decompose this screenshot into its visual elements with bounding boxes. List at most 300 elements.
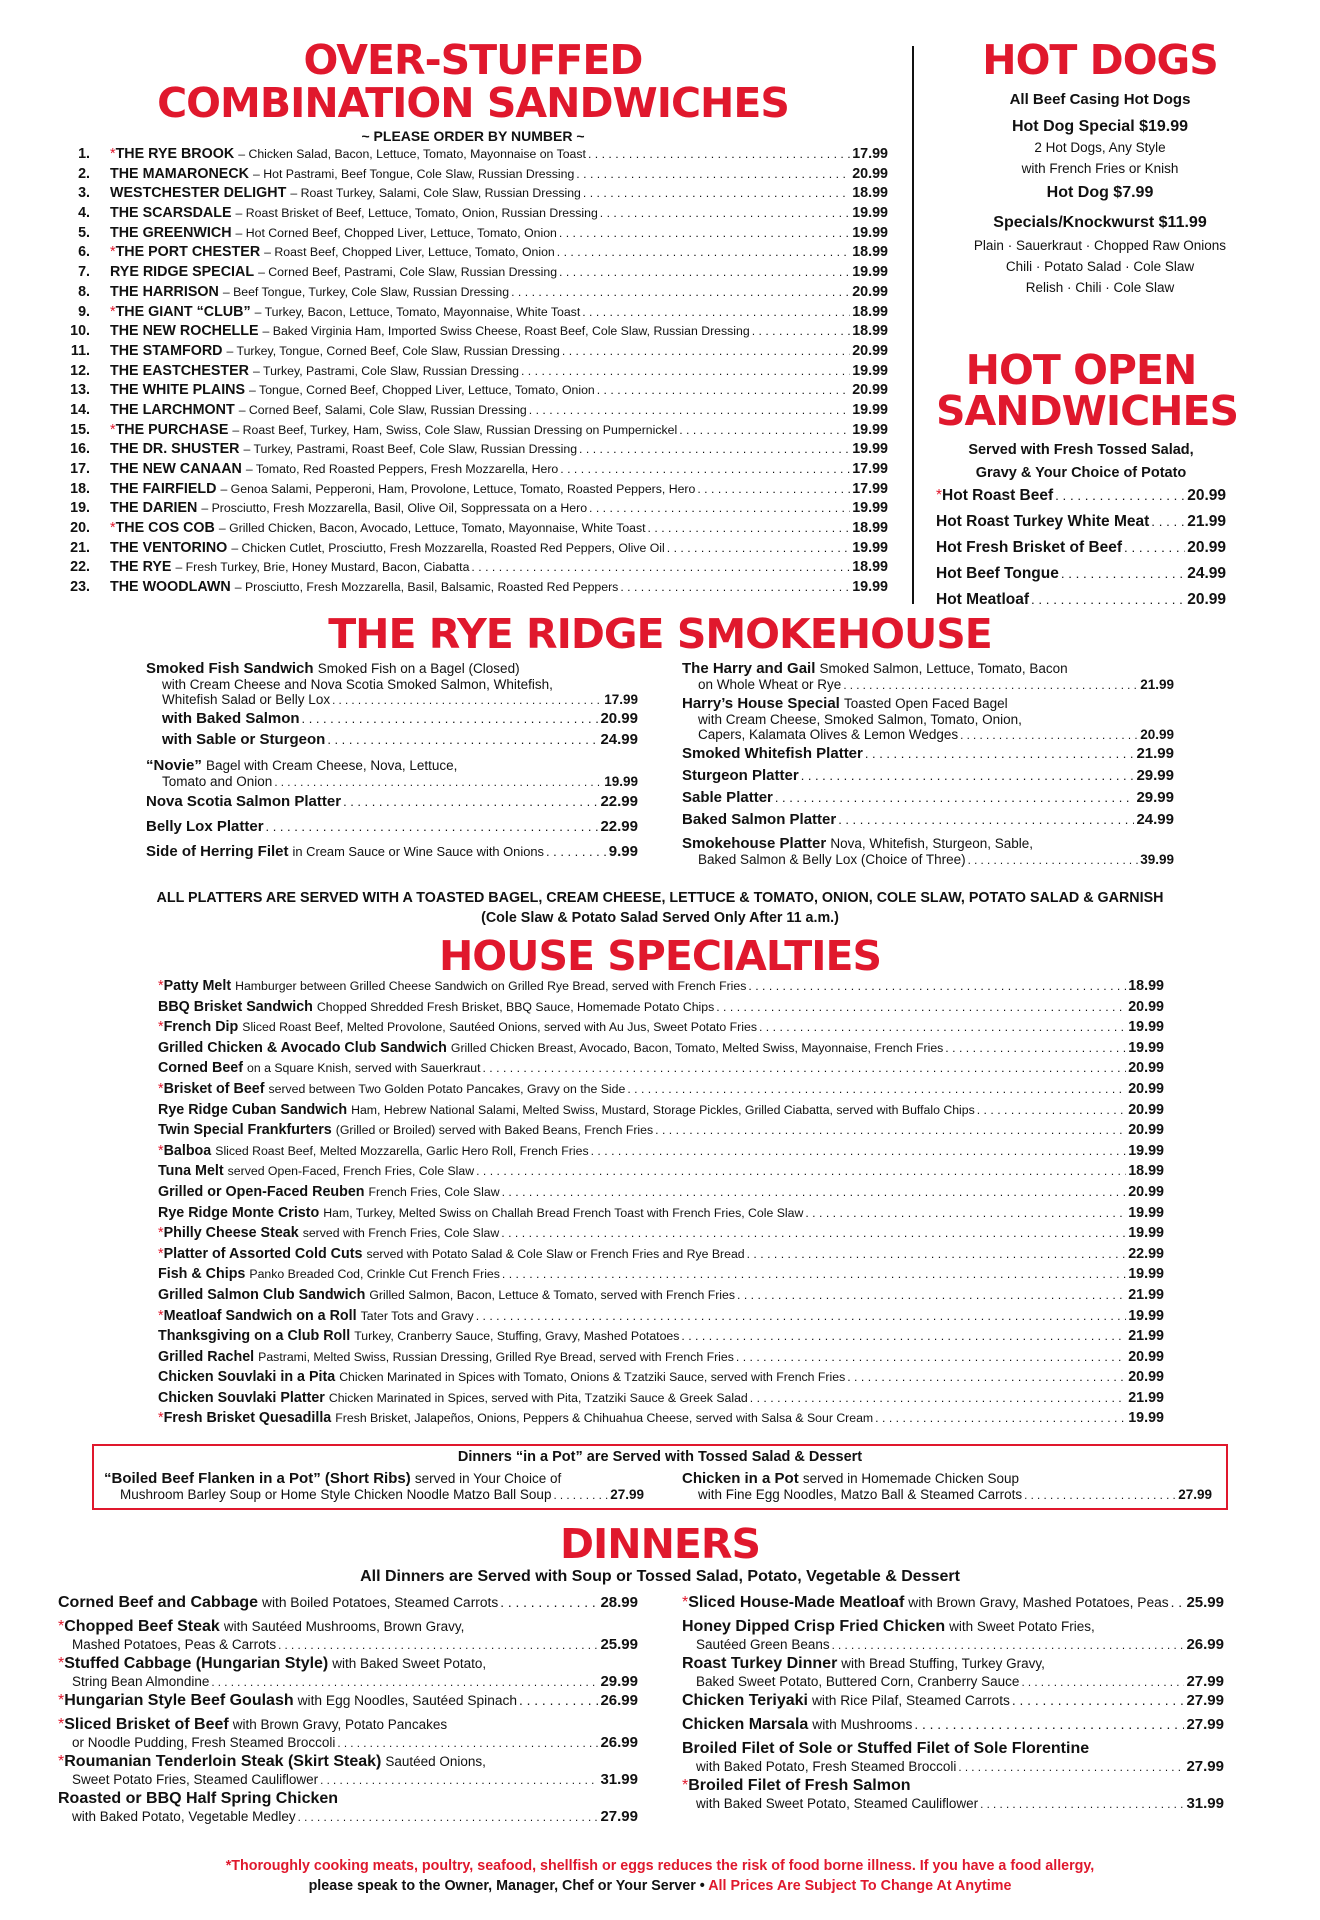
- sandwich-desc: – Beef Tongue, Turkey, Cole Slaw, Russian Dressing: [222, 284, 510, 299]
- dinner-item: [58, 1753, 638, 1788]
- specialty-price: 19.99: [1128, 1410, 1164, 1427]
- dinner-detail: Mashed Potatoes, Peas & Carrots: [72, 1637, 277, 1652]
- specialty-row: [158, 1122, 1164, 1143]
- hot-open-subtitle1: Served with Fresh Tossed Salad,: [968, 442, 1194, 458]
- dot-leader: [559, 226, 850, 240]
- dinner-second-line: [58, 1734, 638, 1751]
- dinner-item: [58, 1716, 638, 1751]
- specialty-name: Balboa: [163, 1142, 212, 1159]
- smokehouse-platter-desc: Nova, Whitefish, Sturgeon, Sable,: [830, 836, 1033, 851]
- specialty-star: *: [158, 1080, 164, 1097]
- hotdog-specials-knockwurst: Specials/Knockwurst $11.99: [993, 214, 1207, 231]
- sandwich-price: 17.99: [852, 480, 888, 497]
- dot-leader: [320, 1774, 598, 1787]
- hot-open-title-line1: HOT OPEN: [965, 346, 1197, 394]
- dinner-desc: with Boiled Potatoes, Steamed Carrots: [262, 1595, 499, 1610]
- baked-salmon-platter: Baked Salmon Platter: [682, 811, 837, 828]
- harry-desc: Smoked Salmon, Lettuce, Tomato, Bacon: [819, 661, 1068, 676]
- dot-leader: [471, 560, 850, 574]
- specialty-desc: served with French Fries, Cole Slaw: [302, 1226, 500, 1241]
- sandwich-price: 18.99: [852, 185, 888, 202]
- dinner-name: Hungarian Style Beef Goulash: [64, 1692, 294, 1709]
- specialties-list: [158, 978, 1164, 1431]
- chicken-pot-price: 27.99: [1178, 1487, 1212, 1502]
- house-special-price: 20.99: [1140, 727, 1174, 742]
- specialty-desc: Panko Breaded Cod, Crinkle Cut French Fries: [249, 1267, 500, 1282]
- hotdogs-section: [930, 36, 1270, 295]
- sandwich-number: 13.: [70, 382, 90, 399]
- specialty-desc: French Fries, Cole Slaw: [368, 1184, 500, 1199]
- specialty-price: 18.99: [1128, 978, 1164, 994]
- specialty-desc: Hamburger between Grilled Cheese Sandwich on Grilled Rye Bread, served with French Fries: [235, 979, 747, 993]
- dot-leader: [1151, 514, 1185, 529]
- specialty-row: [158, 1019, 1164, 1040]
- sandwich-desc: – Turkey, Bacon, Lettuce, Tomato, Mayonnaise, White Toast: [254, 304, 581, 319]
- sandwich-row: [58, 441, 888, 461]
- novie-name: “Novie”: [146, 757, 202, 774]
- dot-leader: [748, 979, 1126, 993]
- specialty-price: 20.99: [1128, 1369, 1164, 1386]
- sandwich-row: [58, 284, 888, 304]
- specialty-desc: (Grilled or Broiled) served with Baked Beans, French Fries: [335, 1123, 654, 1138]
- sandwich-star: *: [110, 146, 116, 162]
- chicken-pot-line2: with Fine Egg Noodles, Matzo Ball & Steamed Carrots: [698, 1487, 1023, 1502]
- sandwich-row: [58, 205, 888, 225]
- dinner-price: 25.99: [600, 1636, 638, 1653]
- sandwich-number: 11.: [70, 342, 90, 359]
- flanken-name: “Boiled Beef Flanken in a Pot” (Short Ribs): [104, 1470, 411, 1487]
- dot-leader: [502, 1267, 1126, 1281]
- specialty-row: [158, 1287, 1164, 1308]
- platters-note: ALL PLATTERS ARE SERVED WITH A TOASTED BAGEL, CREAM CHEESE, LETTUCE & TOMATO, ONION, COLE SLAW, POTATO SALAD & GARNISH: [156, 890, 1164, 906]
- in-a-pot-heading: Dinners “in a Pot” are Served with Tossed Salad & Dessert: [457, 1449, 863, 1465]
- novie-line2: Tomato and Onion: [162, 774, 273, 789]
- dot-leader: [1031, 592, 1185, 607]
- dinner-item: [682, 1594, 1224, 1612]
- sandwich-row: [58, 559, 888, 579]
- dot-leader: [980, 1798, 1184, 1811]
- specialty-name: Fresh Brisket Quesadilla: [163, 1410, 332, 1427]
- dot-leader: [681, 1329, 1126, 1343]
- dinner-price: 26.99: [600, 1692, 638, 1709]
- dinner-desc: with Egg Noodles, Sautéed Spinach: [297, 1693, 518, 1708]
- house-special-line2: with Cream Cheese, Smoked Salmon, Tomato, Onion,: [698, 712, 1022, 727]
- smokehouse-title: THE RYE RIDGE SMOKEHOUSE: [328, 610, 992, 658]
- specialty-name: Grilled or Open-Faced Reuben: [158, 1183, 365, 1200]
- sandwich-desc: – Tongue, Corned Beef, Chopped Liver, Lettuce, Tomato, Onion: [249, 383, 595, 398]
- sandwich-number: 3.: [78, 185, 90, 202]
- dinner-name: Roasted or BBQ Half Spring Chicken: [58, 1790, 339, 1807]
- sturgeon-platter-price: 29.99: [1136, 767, 1174, 784]
- harry-line2: on Whole Wheat or Rye: [698, 677, 842, 692]
- sandwich-price: 19.99: [852, 421, 888, 438]
- sable-platter-price: 29.99: [1136, 789, 1174, 806]
- specialty-desc: Ham, Hebrew National Salami, Melted Swiss, Mustard, Storage Pickles, Grilled Ciabatta, served with Buffalo Chips: [351, 1102, 975, 1117]
- dinner-first-line: [682, 1740, 1224, 1758]
- specialty-name: Patty Melt: [163, 978, 232, 994]
- dot-leader: [582, 305, 850, 319]
- smokehouse-platter-name: Smokehouse Platter: [682, 835, 827, 852]
- sandwich-row: [58, 343, 888, 363]
- sandwich-name: THE MAMARONECK: [110, 165, 249, 182]
- sandwich-row: [58, 461, 888, 481]
- dinner-first-line: [58, 1790, 638, 1808]
- sandwich-number: 2.: [78, 165, 90, 182]
- dinners-subtitle: All Dinners are Served with Soup or Tossed Salad, Potato, Vegetable & Dessert: [360, 1568, 960, 1585]
- sandwich-number: 22.: [70, 559, 90, 576]
- specialty-price: 19.99: [1128, 1019, 1164, 1036]
- dinner-detail: with Baked Sweet Potato, Steamed Cauliflower: [696, 1796, 979, 1811]
- hot-open-section: [936, 346, 1239, 617]
- dot-leader: [716, 1000, 1126, 1014]
- sandwich-price: 19.99: [852, 500, 888, 517]
- sandwich-price: 18.99: [852, 323, 888, 340]
- sandwich-price: 19.99: [852, 441, 888, 458]
- smoked-fish-desc: Smoked Fish on a Bagel (Closed): [317, 661, 520, 676]
- dinner-name: Roast Turkey Dinner: [682, 1655, 838, 1672]
- dinner-detail: with Baked Potato, Vegetable Medley: [72, 1809, 296, 1824]
- dot-leader: [679, 423, 850, 437]
- dot-leader: [620, 580, 850, 594]
- hot-open-name: Hot Meatloaf: [936, 591, 1029, 608]
- dinner-name: Sliced Brisket of Beef: [64, 1716, 229, 1733]
- sandwich-name: THE DARIEN: [110, 500, 198, 517]
- sandwich-price: 17.99: [852, 146, 888, 162]
- footer-allergy-text: *Thoroughly cooking meats, poultry, seafood, shellfish or eggs reduces the risk of food borne illness. If you have a food allergy,: [225, 1858, 1095, 1874]
- specialty-price: 18.99: [1128, 1163, 1164, 1180]
- sandwich-price: 19.99: [852, 224, 888, 241]
- dinner-item: [58, 1594, 638, 1612]
- sandwich-number: 6.: [78, 244, 90, 261]
- sandwich-price: 19.99: [852, 362, 888, 379]
- harry-and-gail: [682, 660, 1174, 692]
- dot-leader: [1012, 1693, 1185, 1708]
- specialty-desc: Sliced Roast Beef, Melted Provolone, Sautéed Onions, served with Au Jus, Sweet Potato Fries: [242, 1020, 757, 1035]
- dinner-desc: Sautéed Onions,: [385, 1754, 486, 1769]
- dinner-name: Chicken Marsala: [682, 1716, 809, 1733]
- nova-platter-price: 22.99: [600, 793, 638, 810]
- sandwich-name: THE NEW CANAAN: [110, 461, 242, 477]
- dinner-single-line: [58, 1692, 638, 1710]
- dot-leader: [583, 186, 850, 200]
- dinner-second-line: [682, 1673, 1224, 1690]
- dinner-star: *: [58, 1618, 65, 1635]
- specialty-row: [158, 1369, 1164, 1390]
- dot-leader: [589, 501, 850, 515]
- dinner-first-line: [58, 1655, 638, 1673]
- dot-leader: [588, 147, 850, 161]
- flanken-in-a-pot: [104, 1470, 644, 1502]
- specialty-desc: on a Square Knish, served with Sauerkraut: [247, 1061, 481, 1076]
- sandwich-price: 18.99: [852, 244, 888, 261]
- specialty-desc: Grilled Chicken Breast, Avocado, Bacon, Tomato, Melted Swiss, Mayonnaise, French Fries: [450, 1040, 944, 1055]
- sandwich-number: 7.: [78, 264, 90, 281]
- specialty-row: [158, 1081, 1164, 1102]
- dot-leader: [750, 1391, 1126, 1405]
- smoked-fish-name: Smoked Fish Sandwich: [146, 660, 314, 677]
- specialty-row: [158, 1205, 1164, 1226]
- novie: [146, 757, 638, 789]
- footer-price-note: All Prices Are Subject To Change At Anytime: [708, 1878, 1012, 1894]
- specialty-star: *: [158, 1410, 164, 1427]
- sandwich-row: [58, 540, 888, 560]
- specialty-name: Brisket of Beef: [163, 1080, 265, 1097]
- sandwich-name: THE GIANT “CLUB”: [115, 303, 251, 320]
- dinner-desc: with Sweet Potato Fries,: [949, 1619, 1095, 1634]
- sable-option: with Sable or Sturgeon: [162, 731, 326, 748]
- specialty-name: Thanksgiving on a Club Roll: [158, 1328, 351, 1345]
- dinner-second-line: [682, 1795, 1224, 1812]
- dinner-single-line: [682, 1716, 1224, 1734]
- sandwich-price: 18.99: [852, 559, 888, 576]
- dinner-desc: with Brown Gravy, Mashed Potatoes, Peas: [908, 1595, 1169, 1610]
- sandwich-row: [58, 402, 888, 422]
- flanken-desc: served in Your Choice of: [414, 1471, 562, 1486]
- sandwich-desc: – Turkey, Pastrami, Roast Beef, Cole Slaw, Russian Dressing: [243, 442, 578, 457]
- sandwich-desc: – Corned Beef, Pastrami, Cole Slaw, Russian Dressing: [258, 265, 558, 280]
- hot-open-subtitle2: Gravy & Your Choice of Potato: [975, 465, 1187, 481]
- specialty-row: [158, 1328, 1164, 1349]
- dot-leader: [502, 1185, 1127, 1199]
- dot-leader: [562, 344, 850, 358]
- sandwich-row: [58, 579, 888, 599]
- hotdogs-title: HOT DOGS: [982, 36, 1218, 84]
- dinner-name: Chicken Teriyaki: [682, 1692, 808, 1709]
- harry-name: The Harry and Gail: [682, 660, 816, 677]
- dinner-item: [58, 1790, 638, 1825]
- dinner-name: Broiled Filet of Fresh Salmon: [688, 1777, 911, 1794]
- dinner-price: 26.99: [1186, 1636, 1224, 1653]
- novie-desc: Bagel with Cream Cheese, Nova, Lettuce,: [206, 758, 458, 773]
- hot-open-row: [936, 539, 1226, 565]
- sandwich-name: THE COS COB: [115, 520, 215, 537]
- sandwich-price: 18.99: [852, 520, 888, 537]
- smokehouse-platter-line2: Baked Salmon & Belly Lox (Choice of Three): [698, 852, 966, 867]
- sandwich-price: 20.99: [852, 283, 888, 300]
- dinner-name: Broiled Filet of Sole or Stuffed Filet of Sole Florentine: [682, 1740, 1090, 1757]
- sandwiches-title-line1: OVER-STUFFED: [303, 36, 643, 84]
- dinner-name: Corned Beef and Cabbage: [58, 1594, 259, 1611]
- sandwich-number: 16.: [70, 441, 90, 458]
- sandwich-number: 9.: [78, 303, 90, 320]
- specialty-star: *: [158, 1307, 164, 1324]
- specialty-price: 20.99: [1128, 1122, 1164, 1139]
- specialty-name: BBQ Brisket Sandwich: [158, 998, 313, 1015]
- specialty-name: Meatloaf Sandwich on a Roll: [163, 1307, 357, 1324]
- dot-leader: [597, 383, 850, 397]
- specialty-price: 19.99: [1128, 1266, 1164, 1283]
- specialty-price: 21.99: [1128, 1328, 1164, 1345]
- dinner-star: *: [682, 1777, 689, 1794]
- hot-open-list: [936, 487, 1226, 617]
- sandwich-name: THE HARRISON: [110, 283, 219, 300]
- dot-leader: [559, 265, 850, 279]
- specialty-name: Grilled Salmon Club Sandwich: [158, 1286, 366, 1303]
- harry-price: 21.99: [1140, 677, 1174, 692]
- specialty-price: 19.99: [1128, 1142, 1164, 1159]
- flanken-line2: Mushroom Barley Soup or Home Style Chicken Noodle Matzo Ball Soup: [120, 1487, 552, 1502]
- hotdog-toppings-3: Relish · Chili · Cole Slaw: [1025, 280, 1175, 295]
- whitefish-platter: Smoked Whitefish Platter: [682, 745, 863, 762]
- dot-leader: [697, 482, 850, 496]
- herring-filet-price: 9.99: [608, 843, 638, 860]
- specialty-row: [158, 1390, 1164, 1411]
- dinner-star: *: [58, 1692, 65, 1709]
- dinner-desc: with Bread Stuffing, Turkey Gravy,: [841, 1656, 1045, 1671]
- sandwich-price: 19.99: [852, 539, 888, 556]
- dinner-detail: with Baked Potato, Fresh Steamed Broccoli: [696, 1759, 957, 1774]
- dinner-name: Sliced House-Made Meatloaf: [688, 1594, 905, 1611]
- footer-allergy-note: [0, 1858, 1320, 1874]
- specialty-row: [158, 1266, 1164, 1287]
- sandwich-desc: – Genoa Salami, Pepperoni, Ham, Provolone, Lettuce, Tomato, Roasted Peppers, Hero: [220, 481, 696, 496]
- sandwich-row: [58, 146, 888, 166]
- dot-leader: [476, 1309, 1127, 1323]
- flanken-price: 27.99: [610, 1487, 644, 1502]
- sandwich-desc: – Hot Pastrami, Beef Tongue, Cole Slaw, Russian Dressing: [253, 166, 575, 181]
- specialty-row: [158, 1163, 1164, 1184]
- specialty-price: 20.99: [1128, 1183, 1164, 1200]
- dot-leader: [667, 541, 850, 555]
- specialty-desc: served Open-Faced, French Fries, Cole Slaw: [227, 1164, 475, 1179]
- specialty-desc: Chicken Marinated in Spices with Tomato, Onions & Tzatziki Sauce, served with French Fries: [339, 1370, 846, 1385]
- specialty-row: [158, 1349, 1164, 1370]
- specialty-price: 20.99: [1128, 1080, 1164, 1097]
- dinner-price: 29.99: [600, 1673, 638, 1690]
- specialty-row: [158, 1102, 1164, 1123]
- smoked-fish-price: 17.99: [604, 692, 638, 707]
- belly-lox-platter-price: 22.99: [600, 818, 638, 835]
- dot-leader: [476, 1164, 1126, 1178]
- dinner-star: *: [58, 1655, 65, 1672]
- sandwich-row: [58, 225, 888, 245]
- sandwich-row: [58, 185, 888, 205]
- dinner-star: *: [58, 1753, 65, 1770]
- hot-open-price: 21.99: [1187, 513, 1226, 530]
- dot-leader: [529, 403, 850, 417]
- sandwich-row: [58, 244, 888, 264]
- sandwich-number: 21.: [70, 539, 90, 556]
- specialty-price: 21.99: [1128, 1389, 1164, 1406]
- sandwich-price: 20.99: [852, 165, 888, 182]
- dinner-name: Honey Dipped Crisp Fried Chicken: [682, 1618, 946, 1635]
- sandwich-name: THE PURCHASE: [115, 421, 229, 438]
- sandwich-name: THE STAMFORD: [110, 342, 223, 359]
- sandwich-desc: – Roast Beef, Turkey, Ham, Swiss, Cole Slaw, Russian Dressing on Pumpernickel: [232, 422, 678, 437]
- specialty-price: 20.99: [1128, 1060, 1164, 1077]
- sandwich-desc: – Grilled Chicken, Bacon, Avocado, Lettuce, Tomato, Mayonnaise, White Toast: [218, 521, 646, 536]
- smokehouse-platter: [682, 835, 1174, 867]
- baked-salmon-option-price: 20.99: [600, 710, 638, 727]
- sandwich-desc: – Tomato, Red Roasted Peppers, Fresh Mozzarella, Hero: [245, 462, 559, 476]
- dot-leader: [655, 1123, 1126, 1137]
- sandwich-desc: – Roast Turkey, Salami, Cole Slaw, Russian Dressing: [290, 186, 581, 201]
- dot-leader: [747, 1247, 1127, 1261]
- sandwich-price: 20.99: [852, 342, 888, 359]
- dot-leader: [805, 1206, 1126, 1220]
- dot-leader: [627, 1082, 1126, 1096]
- dinner-name: Roumanian Tenderloin Steak (Skirt Steak): [64, 1753, 382, 1770]
- hot-open-name: Hot Roast Beef: [942, 487, 1054, 504]
- dinner-second-line: [682, 1636, 1224, 1653]
- specialty-star: *: [158, 1225, 164, 1242]
- sandwich-desc: – Prosciutto, Fresh Mozzarella, Basil, Olive Oil, Soppressata on a Hero: [201, 501, 588, 516]
- specialty-row: [158, 978, 1164, 999]
- specialty-price: 21.99: [1128, 1286, 1164, 1303]
- specialty-price: 20.99: [1128, 1101, 1164, 1118]
- sandwich-row: [58, 323, 888, 343]
- dinner-item: [58, 1692, 638, 1710]
- hotdog-toppings-1: Plain · Sauerkraut · Chopped Raw Onions: [973, 238, 1227, 253]
- specialty-row: [158, 999, 1164, 1020]
- dinner-desc: with Brown Gravy, Potato Pancakes: [232, 1717, 448, 1732]
- specialty-price: 22.99: [1128, 1245, 1164, 1262]
- sandwiches-subtitle: ~ PLEASE ORDER BY NUMBER ~: [361, 128, 585, 144]
- dinner-detail: String Bean Almondine: [72, 1674, 210, 1689]
- sandwich-price: 19.99: [852, 264, 888, 281]
- specialty-desc: Grilled Salmon, Bacon, Lettuce & Tomato, served with French Fries: [369, 1287, 735, 1302]
- dot-leader: [521, 364, 850, 378]
- sandwich-desc: – Chicken Cutlet, Prosciutto, Fresh Mozzarella, Roasted Red Peppers, Olive Oil: [231, 540, 665, 555]
- dinner-detail: Sautéed Green Beans: [696, 1637, 830, 1652]
- specialty-name: Tuna Melt: [158, 1163, 224, 1180]
- specialty-name: Rye Ridge Monte Cristo: [158, 1204, 320, 1221]
- sandwich-name: RYE RIDGE SPECIAL: [110, 264, 255, 281]
- specialty-name: French Dip: [163, 1019, 239, 1036]
- dot-leader: [945, 1041, 1126, 1055]
- dot-leader: [752, 324, 851, 338]
- dot-leader: [519, 1693, 598, 1708]
- sandwich-price: 20.99: [852, 382, 888, 399]
- dinner-desc: with Sautéed Mushrooms, Brown Gravy,: [223, 1619, 465, 1634]
- sandwich-name: THE PORT CHESTER: [115, 244, 261, 261]
- sandwich-name: THE EASTCHESTER: [110, 362, 250, 379]
- dinner-item: [682, 1777, 1224, 1812]
- sandwich-row: [58, 422, 888, 442]
- specialty-row: [158, 1246, 1164, 1267]
- specialty-name: Grilled Chicken & Avocado Club Sandwich: [158, 1039, 447, 1056]
- dinner-single-line: [682, 1594, 1224, 1612]
- sandwich-star: *: [110, 421, 116, 438]
- specialty-row: [158, 1040, 1164, 1061]
- dot-leader: [500, 1595, 598, 1610]
- specialty-star: *: [158, 978, 164, 994]
- sandwich-list: [58, 146, 888, 599]
- dinner-second-line: [58, 1808, 638, 1825]
- hot-open-title-line2: SANDWICHES: [936, 387, 1239, 435]
- dinner-first-line: [58, 1753, 638, 1771]
- sandwich-number: 5.: [78, 224, 90, 241]
- specialties-title: HOUSE SPECIALTIES: [438, 932, 882, 980]
- specialty-desc: Turkey, Cranberry Sauce, Stuffing, Gravy, Mashed Potatoes: [354, 1329, 680, 1344]
- sandwich-desc: – Baked Virginia Ham, Imported Swiss Cheese, Roast Beef, Cole Slaw, Russian Dressing: [262, 324, 750, 339]
- smokehouse-platter-price: 39.99: [1140, 852, 1174, 867]
- dinner-desc: with Mushrooms: [812, 1717, 913, 1732]
- specialty-desc: Sliced Roast Beef, Melted Mozzarella, Garlic Hero Roll, French Fries: [215, 1143, 589, 1158]
- sandwich-number: 17.: [70, 461, 90, 477]
- sandwich-name: THE FAIRFIELD: [110, 480, 217, 497]
- chicken-pot-desc: served in Homemade Chicken Soup: [802, 1471, 1019, 1486]
- dinner-name: Chopped Beef Steak: [64, 1618, 220, 1635]
- sandwich-row: [58, 166, 888, 186]
- dinner-item: [58, 1618, 638, 1653]
- specialty-star: *: [158, 1142, 164, 1159]
- specialty-name: Chicken Souvlaki in a Pita: [158, 1369, 336, 1386]
- baked-salmon-option: with Baked Salmon: [162, 710, 300, 727]
- dinner-desc: with Rice Pilaf, Steamed Carrots: [811, 1693, 1010, 1708]
- hotdog-toppings-2: Chili · Potato Salad · Cole Slaw: [1005, 259, 1195, 274]
- smoked-fish-line3: Whitefish Salad or Belly Lox: [162, 692, 331, 707]
